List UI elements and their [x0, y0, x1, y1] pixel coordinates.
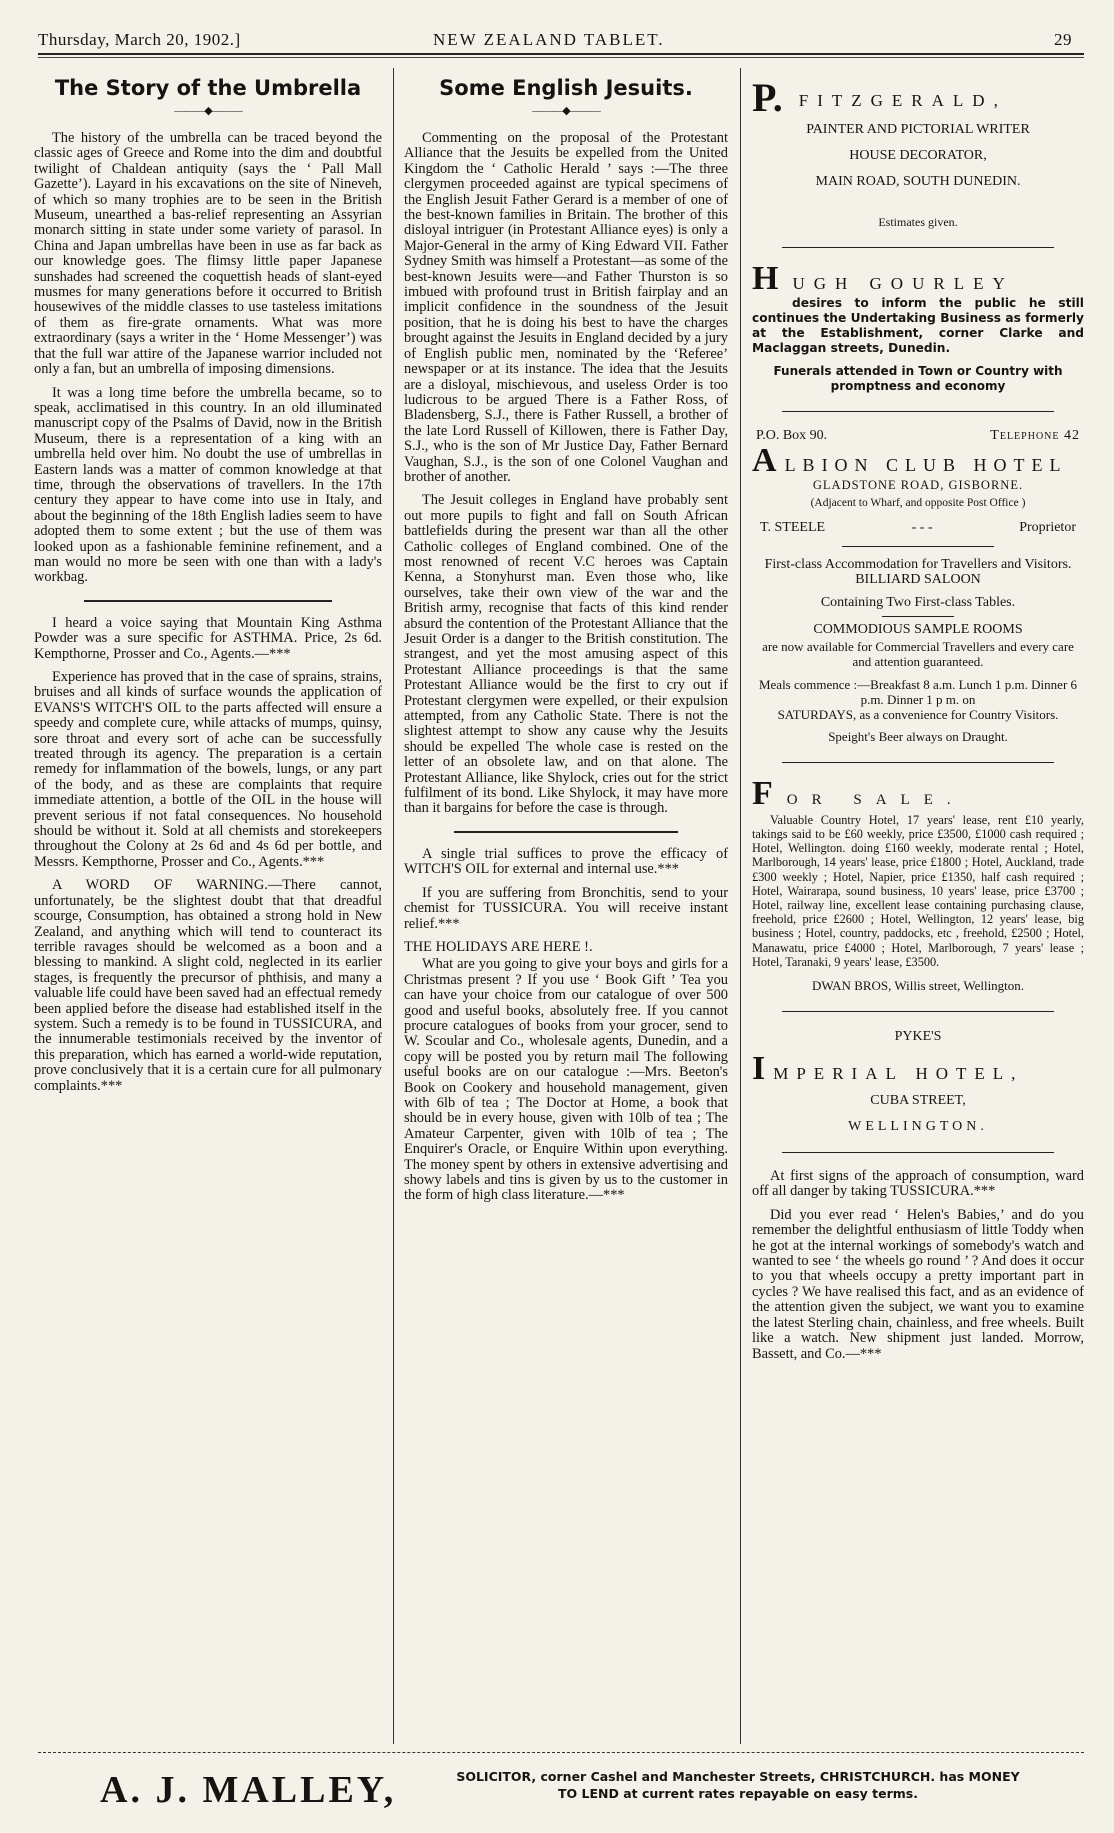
albion-accommodation: First-class Accommodation for Travellers and Visitors. [764, 556, 1072, 572]
gourley-ad [752, 260, 1084, 395]
fitzgerald-line-1: PAINTER AND PICTORIAL WRITER [806, 122, 1030, 137]
for-sale-heading: OR SALE. [786, 791, 965, 808]
header-rule-thin [38, 57, 1084, 58]
malley-notice [393, 1768, 1083, 1802]
umbrella-paragraph-2: It was a long time before the umbrella became, so to speak, acclimatised in this country. In an old illuminated manuscript copy of the Psalms of David, now in the British Museum, there is a representation of a king with an umbrella held over him. No doubt the use of umbrellas in Eastern lands was a matter of common knowledge at that time, through the observations of travellers. In the 17th century they appear to have come into use in Italy, and about the beginning of the 18th English ladies seem to have adopted them to some extent ; but the use of them was looked upon as a fashionable feminine refinement, and a man would no more be seen with one than with a lady's workbag. [34, 384, 382, 586]
albion-saturdays: SATURDAYS, as a convenience for Country Visitors. [777, 706, 1059, 722]
umbrella-paragraph-1: The history of the umbrella can be traced beyond the classic ages of Greece and Rome into the dim and doubtful twilight of Chaldean antiquity (says the ‘ Pall Mall Gazette’). Layard in his excavations on the site of Nineveh, of which so many trophies are to be seen in the British Museum, unearthed a bas-relief representing an Assyrian monarch sitting in state under some variety of parasol. In China and Japan umbrellas have been in use as far back as our knowledge goes. The flimsy little paper Japanese sunshades had screened the coquettish heads of slant-eyed musmes for many generations before it occurred to British housewives of the middle classes to use tasteless imitations of them as fire-grate ornaments. What was more extraordinary (says a writer in the ‘ Home Messenger’) was that the full war attire of the Japanese warrior included not only a fan, but an umbrella of imposing dimensions. [34, 130, 382, 378]
jesuits-paragraph-1: Commenting on the proposal of the Protestant Alliance that the Jesuits be expelled from the United Kingdom the ‘ Catholic Herald ’ says :—The three clergymen proceeded against are typical specimens of the English Jesuit Father Gerard is a member of one of the best-known families in Britain. The brother of this disloyal intriguer (in Protestant Alliance eyes) is only a Major-General in the army of King Edward VII. Father Sydney Smith was himself a Protestant—as some of the best-known Jesuits were—and Father Thurston is so imbued with profound trust in British fairplay and an implicit confidence in the soundness of the Jesuit position, that he is doing his best to have the charges brought against the Jesuits in England decided by a jury of English public men, nominated by the ‘Referee’ newspaper or at its instance. The idea that the Jesuits are a disloyal, mischievous, and useless Order is too ludicrous to be argued There is a Father Ross, of Bladensberg, S.J., there is Father Russell, a brother of the late Lord Russell of Killowen, there is Father Day, S.J., who is the son of Mr Justice Day, Father Bernard Vaughan, S.J., is the son of one Colonel Vaughan and brother of another. [404, 130, 728, 485]
holidays-notice: What are you going to give your boys and girls for a Christmas present ? If you use ‘ Book Gift ’ Tea you can have your choice from our catalogue of over 500 good and useful books, absolutely free. If you cannot procure catalogues of books from your grocer, send to W. Scoular and Co., wholesale agents, Dunedin, and a copy will be posted you by return mail The following useful books are on our catalogue :—Mrs. Beeton's Book on Cookery and household management, given with 6lb of tea ; The Doctor at Home, a book that should be in every house, given with 10lb of tea ; The Amateur Carpenter, given with 10lb of tea ; The Enquirer's Oracle, or Enquire Within upon everything. The money spent by others in extensive advertising and showy labels and tins is given by us to the customer in the form of high class literature.—*** [404, 956, 728, 1204]
gourley-text: desires to inform the public he still continues the Undertaking Business as formerly at the Establishment, corner Clarke and Maclaggan streets, Dunedin. [752, 296, 1084, 355]
albion-tables: Containing Two First-class Tables. [820, 594, 1016, 610]
fitzgerald-line-2: HOUSE DECORATOR, [849, 148, 987, 163]
for-sale-initial: F [752, 774, 773, 812]
section-rule [454, 831, 678, 833]
imperial-hotel-ad [752, 1028, 1084, 1136]
gourley-initial: H [752, 260, 779, 297]
publication-title: NEW ZEALAND TABLET. [433, 30, 665, 49]
albion-address: GLADSTONE ROAD, GISBORNE. [812, 477, 1024, 492]
albion-billiard: BILLIARD SALOON [855, 571, 981, 587]
section-rule [782, 247, 1054, 248]
ornament-divider: ———◆——— [532, 105, 600, 117]
malley-line-1: SOLICITOR, corner Cashel and Manchester Streets, CHRISTCHURCH. has MONEY [456, 1769, 1020, 1784]
imperial-pykes: PYKE'S [894, 1029, 942, 1045]
albion-meals: Meals commence :—Breakfast 8 a.m. Lunch 1 p.m. Dinner 6 p.m. Dinner 1 p m. on [758, 676, 1078, 707]
column-left [34, 70, 382, 1743]
ornament-divider: ———◆——— [174, 105, 242, 117]
fitzgerald-name: FITZGERALD, [798, 91, 1007, 110]
page-header [38, 30, 1084, 52]
albion-hotel-ad [752, 428, 1084, 746]
albion-initial: A [752, 441, 777, 479]
witchs-oil-notice: Experience has proved that in the case of sprains, strains, bruises and all kinds of surface wounds the application of EVANS'S WITCH'S OIL to the parts affected will ensure a speedy and complete cure, while attacks of mumps, quinsy, sore throat and every sort of ache can be successfully treated through its agency. The preparation is a certain remedy for inflammation of the bowels, lungs, or any part of the body, and as these are complaints that require immediate attention, a bottle of the OIL in the house will prevent serious if not fatal consequences. No household should be without it. Sold at all chemists and storekeepers throughout the Colony at 2s 6d and 4s 6d per bottle, and Messrs. Kempthorne, Prosser and Co., Agents.*** [34, 669, 382, 870]
imperial-city: WELLINGTON. [848, 1119, 988, 1135]
issue-date: Thursday, March 20, 1902.] [38, 30, 241, 49]
albion-sample-rooms: COMMODIOUS SAMPLE ROOMS [813, 621, 1023, 637]
malley-line-2: TO LEND at current rates repayable on easy terms. [558, 1786, 918, 1801]
albion-name: LBION CLUB HOTEL [784, 454, 1068, 475]
albion-adjacent: (Adjacent to Wharf, and opposite Post Office ) [810, 496, 1026, 509]
holidays-heading: THE HOLIDAYS ARE HERE !. [404, 938, 593, 955]
small-rule [842, 546, 994, 547]
helens-babies-notice: Did you ever read ‘ Helen's Babies,’ and do you remember the delightful enthusiasm of little Toddy when he got at the internal workings of somebody's watch and wanted to see ‘ the wheels go round ’ ? And does it occur to you that wheels occupy a pretty important part in cycles ? We have realised this fact, and as an evidence of the attention given the subject, we want you to examine the latest Sterling chain, chainless, and free wheels. Built like a watch. New shipment just landed. Morrow, Bassett, and Co.—*** [752, 1206, 1084, 1362]
header-rule [38, 53, 1084, 55]
malley-name: A. J. MALLEY, [100, 1769, 397, 1811]
article-title-umbrella: The Story of the Umbrella [54, 76, 362, 100]
warning-notice: A WORD OF WARNING.—There cannot, unfortunately, be the slightest doubt that that dreadful scourge, Consumption, has obtained a strong hold in New Zealand, and anything which will tend to counteract its terrible ravages should be welcomed as a boon and a blessing to mankind. A slight cold, neglected in its earlier stages, is frequently the precursor of phthisis, and many a valuable life could have been saved had an effectual remedy been applied before the disease had established itself in the system. Such a remedy is to be found in TUSSICURA, and the innumerable testimonials received by the inventor of this preparation, which has earned a world-wide reputation, prove conclusively that it is a certain cure for all pulmonary complaints.*** [34, 877, 382, 1094]
page-footer [38, 1760, 1084, 1820]
albion-telephone: Telephone 42 [990, 427, 1080, 443]
fitzgerald-ad [752, 74, 1084, 231]
albion-available: are now available for Commercial Travellers and every care and attention guaranteed. [762, 638, 1074, 669]
section-rule [782, 411, 1054, 412]
jesuits-paragraph-2: The Jesuit colleges in England have probably sent out more pupils to fight and fall on South African battlefields during the present war than all the other Catholic colleges of England combined. One of the most renowned of recent V.C heroes was Captain Kenna, a Stonyhurst man. Even those who, like ourselves, take their own view of the war and the British army, recognise that facts of this kind render absurd the contention of the Protestant Alliance that the Jesuit Order is a danger to the British constitution. The strangest, and yet the most amusing aspect of this Protestant Alliance proceedings is that the same Protestant Alliance would be the first to cry out if Protestant clergymen were expelled, or their expulsion attempted, from any Catholic State. There is not the slightest attempt to show any cause why the Jesuits should be expelled The whole case is rested on the letter of an obsolete law, and on that alone. The Protestant Alliance, like Shylock, cries out for the strict fulfilment of its bond. Like Shylock, it may have more than it bargains for before the case is through. [404, 492, 728, 817]
gourley-name: UGH GOURLEY [792, 274, 1014, 293]
section-rule [84, 600, 332, 602]
article-title-jesuits: Some English Jesuits. [439, 76, 693, 100]
page-number: 29 [1054, 30, 1072, 49]
column-right [752, 70, 1084, 1743]
fitzgerald-line-4: Estimates given. [878, 215, 958, 229]
column-divider-1 [393, 68, 394, 1744]
albion-po-box: P.O. Box 90. [756, 427, 828, 443]
witchs-oil-short-notice: A single trial suffices to prove the efficacy of WITCH'S OIL for external and internal use.*** [404, 845, 728, 878]
gourley-funerals: Funerals attended in Town or Country with promptness and economy [773, 364, 1063, 394]
section-rule [782, 1011, 1054, 1012]
section-rule [782, 1152, 1054, 1153]
footer-rule [38, 1752, 1084, 1753]
for-sale-signature: DWAN BROS, Willis street, Wellington. [811, 978, 1025, 994]
imperial-street: CUBA STREET, [870, 1093, 966, 1109]
imperial-initial: I [752, 1050, 766, 1088]
albion-proprietor-label: Proprietor [1019, 519, 1076, 535]
albion-beer: Speight's Beer always on Draught. [828, 728, 1008, 744]
consumption-notice: At first signs of the approach of consumption, ward off all danger by taking TUSSICURA.*** [752, 1168, 1084, 1200]
bronchitis-notice: If you are suffering from Bronchitis, send to your chemist for TUSSICURA. You will receive instant relief.*** [404, 884, 728, 932]
albion-proprietor-name: T. STEELE [760, 519, 826, 535]
for-sale-text: Valuable Country Hotel, 17 years' lease, rent £10 yearly, takings said to be £60 weekly, price £3500, £1000 cash required ; Hotel, Wellington. doing £160 weekly, moderate rental ; Hotel, Marlborough, 14 years' lease, price £1800 ; Hotel, Auckland, trade £300 weekly ; Hotel, Napier, price £1350, half cash required ; Hotel, Wairarapa, sound business, 10 years' lease, price £3700 ; Hotel, railway line, excellent lease containing purchasing clause, freehold, price £2600 ; Hotel, Wellington, 12 years' lease, big business ; Hotel, country, paddocks, etc , freehold, £2500 ; Hotel, Manawatu, price £4000 ; Hotel, Marlborough, 7 years' lease ; Hotel, Taranaki, 9 years' lease, £3500. [752, 812, 1084, 969]
section-rule [782, 762, 1054, 763]
column-middle [404, 70, 728, 1743]
asthma-notice: I heard a voice saying that Mountain King Asthma Powder was a sure specific for ASTHMA. Price, 2s 6d. Kempthorne, Prosser and Co., Agents.—*** [34, 614, 382, 662]
fitzgerald-initial: P. [752, 75, 783, 120]
albion-proprietor-dashes: - - - [911, 519, 933, 535]
for-sale-ad [752, 774, 1084, 995]
column-divider-2 [740, 68, 741, 1744]
small-rule [882, 616, 954, 617]
fitzgerald-line-3: MAIN ROAD, SOUTH DUNEDIN. [815, 174, 1021, 189]
imperial-name: MPERIAL HOTEL, [773, 1064, 1024, 1084]
